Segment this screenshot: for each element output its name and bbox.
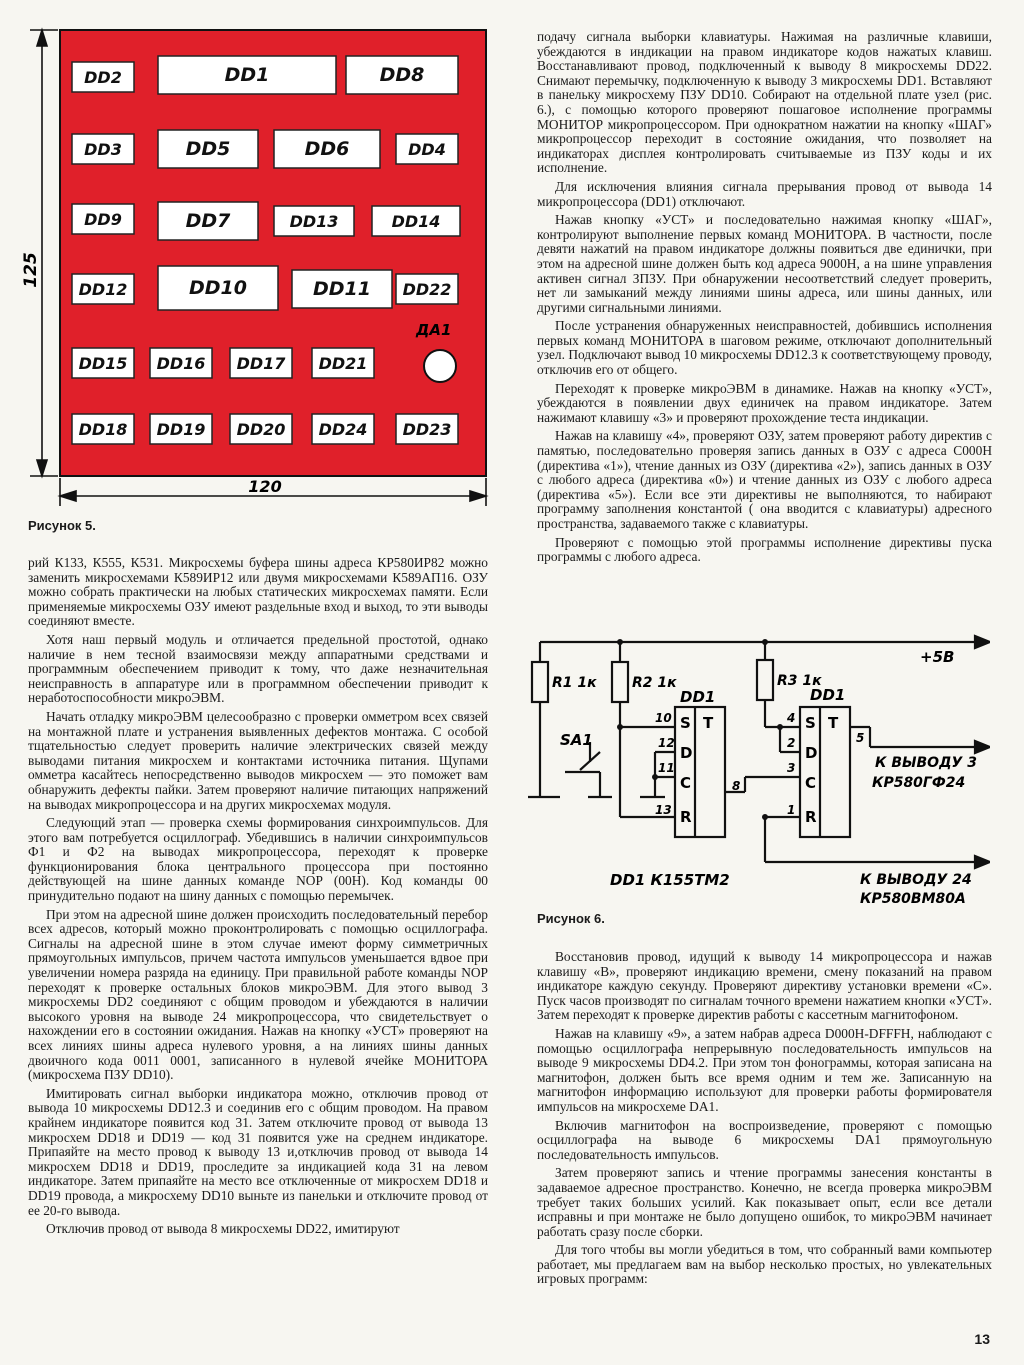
- chip-label-dd10: DD10: [189, 277, 247, 299]
- paragraph: Хотя наш первый модуль и отличается предельной простотой, однако наличие в нем тесной взаимосвязи между аппаратными средствами и программным обеспечением приводит к тому, что даже незначительная неисправность в аппаратуре или в программном обеспечении приводит к неработоспособности микроЭВМ.: [28, 631, 488, 706]
- paragraph: Проверяют с помощью этой программы исполнение директивы пуска программы с любого адреса.: [537, 534, 992, 565]
- chip-type-note: DD1 К155ТМ2: [610, 871, 730, 889]
- chip-label-dd4: DD4: [408, 140, 446, 159]
- chip-a-label: DD1: [680, 688, 716, 706]
- da1-component: [424, 350, 456, 382]
- paragraph: Включив магнитофон на воспроизведение, проверяют с помощью осциллографа на выводе 6 микросхемы DA1 прямоугольную последовательность импульсов.: [537, 1117, 992, 1162]
- chip-b-pin-d: 2: [787, 736, 796, 750]
- paragraph: Затем проверяют запись и чтение программы занесения константы в задаваемое адресное пространство. Конечно, не всегда проверка микроЭВМ требует таких больших усилий. Как показывает опыт, если все детали исправны и при монтаже не было допущено ошибок, то микроЭВМ начинает работать сразу после сборки.: [537, 1165, 992, 1239]
- chip-a-pin-out: 8: [732, 779, 741, 793]
- chip-label-dd8: DD8: [379, 64, 425, 86]
- board: [60, 30, 486, 476]
- chip-a-letter-d: D: [680, 744, 693, 762]
- chip-b-letter-t: T: [828, 714, 839, 732]
- chip-label-dd14: DD14: [391, 212, 441, 231]
- output2-line2: КР580ВМ80А: [860, 891, 966, 907]
- chip-a-pin-r: 13: [655, 803, 672, 817]
- paragraph: Имитировать сигнал выборки индикатора можно, отключив провод от вывода 10 микросхемы DD12.3 и соединив его с общим проводом. На правом крайнем индикаторе появится код 31. Затем отключите провод от вывода 13 микросхем DD18 и DD19 — код 31 появится уже на среднем индикаторе. Припаяйте на место провод к выводу 13 и,отключив провод от вывода 14 микросхем DD18 и DD19, проследите за индикацией кода 31 на левом индикаторе. Затем припаяйте на место все отключенные от микросхем DD18 и DD19 провода, а микросхему DD10 выньте из панельки и отключите провод от ее 20-го вывода.: [28, 1085, 488, 1218]
- paragraph: Для исключения влияния сигнала прерывания провод от вывода 14 микропроцессора (DD1) отключают.: [537, 178, 992, 209]
- right-column-text-top: [537, 30, 992, 569]
- chip-label-dd12: DD12: [78, 280, 128, 299]
- left-column-text: [28, 556, 488, 1241]
- page-number: 13: [974, 1331, 990, 1347]
- chip-b-pin-s: 4: [787, 711, 796, 725]
- chip-label-dd19: DD19: [156, 420, 206, 439]
- chip-label-dd23: DD23: [402, 420, 452, 439]
- paragraph: Нажав на клавишу «4», проверяют ОЗУ, затем проверяют работу директив с памятью, последовательно проверяя запись данных в ОЗУ с адреса С000Н (директива «1»), чтение данных из ОЗУ (директива «2»), запись данных в ОЗУ с любого адреса (директива «0») и чтение данных из ОЗУ с любого адреса (директива «5»). Если все эти директивы не выполняются, то набирают программу заполнения константой ( она вводится с клавиатуры) адресного пространства, задаваемого также с клавиатуры.: [537, 428, 992, 531]
- chip-label-dd22: DD22: [402, 280, 452, 299]
- chip-label-dd24: DD24: [318, 420, 368, 439]
- chip-b-letter-c: C: [805, 774, 817, 792]
- chip-b-pin-c: 3: [787, 761, 796, 775]
- chip-label-dd1: DD1: [224, 64, 270, 86]
- paragraph: При этом на адресной шине должен происходить последовательный перебор всех адресов, который можно проконтролировать с помощью осциллографа. Сигналы на адресной шине в этом случае имеют форму симметричных прямоугольных импульсов, причем частота импульсов уменьшается вдвое при увеличении номера разряда на единицу. При правильной работе команды NOP переходят к проверке остальных блоков микроЭВМ. Для этого вывод 3 микросхемы DD2 соединяют с общим проводом и убеждаются в наличии высокого уровня на выводе 24 микропроцессора, что свидетельствует о нахождении его в состоянии ожидания. Нажав на кнопку «УСТ» проверяют на всех линиях шины адреса нулевого уровня, а на линиях шины данных двоичного кода 0011 0001, записанного в нулевой ячейке МОНИТОРА (микросхема ПЗУ DD10).: [28, 906, 488, 1083]
- paragraph: Восстановив провод, идущий к выводу 14 микропроцессора и нажав клавишу «В», проверяют индикацию времени, смену показаний на правом индикаторе каждую секунду. Проверяют директиву установки времени «С». Пуск часов производят по сигналам точного времени нажатием кнопки «УСТ». Затем переходят к проверке директив работы с кассетным магнитофоном.: [537, 949, 992, 1023]
- chip-label-dd7: DD7: [185, 210, 231, 232]
- figure-6-caption: Рисунок 6.: [537, 911, 605, 926]
- chip-label-dd6: DD6: [304, 138, 350, 160]
- chip-label-dd16: DD16: [156, 354, 206, 373]
- output1-line2: КР580ГФ24: [872, 775, 966, 791]
- figure-5-caption: Рисунок 5.: [28, 518, 96, 533]
- chip-b-label: DD1: [810, 686, 846, 704]
- chip-a-pin-d: 12: [658, 736, 675, 750]
- chip-a-pin-s: 10: [655, 711, 672, 725]
- chip-label-dd2: DD2: [84, 68, 122, 87]
- chip-a-letter-t: T: [703, 714, 714, 732]
- paragraph: рий К133, К555, К531. Микросхемы буфера шины адреса КР580ИР82 можно заменить микросхемами К589ИР12 или двумя микросхемами К589АП16. ОЗУ можно собрать практически на любых статических микросхемах памяти. Если применяемые микросхемы ОЗУ имеют раздельные вход и выход, то эти выводы соединяют вместе.: [28, 555, 488, 629]
- figure-5-board-layout: [20, 22, 500, 514]
- resistor-r2-label: R2 1к: [632, 675, 677, 691]
- chip-label-dd13: DD13: [289, 212, 339, 231]
- chip-b-pin-out: 5: [856, 731, 865, 745]
- chip-b-letter-r: R: [805, 808, 817, 826]
- chip-label-dd5: DD5: [185, 138, 231, 160]
- chip-label-dd21: DD21: [318, 354, 368, 373]
- switch-label: SA1: [560, 731, 593, 749]
- chip-b-letter-d: D: [805, 744, 818, 762]
- chip-label-dd20: DD20: [236, 420, 286, 439]
- width-dimension-label: 120: [248, 477, 282, 496]
- chip-b-pin-r: 1: [787, 803, 796, 817]
- chip-a-letter-s: S: [680, 714, 691, 732]
- paragraph: Для того чтобы вы могли убедиться в том, что собранный вами компьютер работает, мы предлагаем вам на выбор несколько простых, но увлекательных игровых программ:: [537, 1242, 992, 1287]
- paragraph: После устранения обнаруженных неисправностей, добившись исполнения первых команд МОНИТОРА в шаговом режиме, отключают дополнительный узел. Подключают вывод 10 микросхемы DD12.3 к соответствующему проводу, отключив его от общего.: [537, 318, 992, 378]
- resistor-r3-label: R3 1к: [777, 673, 822, 689]
- chip-b-letter-s: S: [805, 714, 816, 732]
- chip-label-dd18: DD18: [78, 420, 128, 439]
- chip-a-pin-c: 11: [658, 761, 675, 775]
- supply-label: +5В: [920, 648, 955, 666]
- chip-label-dd15: DD15: [78, 354, 128, 373]
- output1-line1: К ВЫВОДУ 3: [875, 755, 977, 771]
- da1-label: ДА1: [416, 321, 452, 339]
- paragraph: Отключив провод от вывода 8 микросхемы DD22, имитируют: [46, 1221, 400, 1237]
- output2-line1: К ВЫВОДУ 24: [860, 872, 972, 888]
- chip-label-dd3: DD3: [84, 140, 122, 159]
- chip-label-dd11: DD11: [313, 278, 371, 300]
- figure-6-schematic: [520, 622, 990, 912]
- paragraph: Нажав на клавишу «9», а затем набрав адреса D000H-DFFFH, наблюдают с помощью осциллографа непрерывную последовательность импульсов на выводе 9 микросхемы DD4.2. При этом тон фонограммы, которая записана на магнитофон, должен быть все время одним и тем же. Записанную на магнитофон информацию используют для проверки работы формирователя импульсов на микросхеме DA1.: [537, 1025, 992, 1114]
- chip-label-dd17: DD17: [236, 354, 286, 373]
- paragraph: подачу сигнала выборки клавиатуры. Нажимая на различные клавиши, убеждаются в индикации на правом индикаторе кодов нажатых клавиш. Восстанавливают провод, подключенный к выводу 8 микросхемы DD22. Снимают перемычку, подключенную к выводу 3 микросхемы DD1. Вставляют в панельку микросхему ПЗУ DD10. Собирают на отдельной плате узел (рис. 6.), с помощью которого проверяют пошаговое исполнение программы МОНИТОР микропроцессором. При однократном нажатии на кнопку «ШАГ» микропроцессор переходит в состояние ожидания, что позволяет на индикаторах дисплея контролировать считываемые из ПЗУ коды и их исполнение.: [537, 29, 992, 176]
- height-dimension-label: 125: [21, 252, 41, 288]
- paragraph: Начать отладку микроЭВМ целесообразно с проверки омметром всех связей на монтажной плате и устранения выявленных дефектов монтажа. С особой тщательностью следует проверить наличие электрических связей между выводами питания микросхем и контактами источника питания. Щупами омметра касайтесь непосредственно выводов микросхем — это поможет вам обнаружить дефекты пайки. Затем проверяют наличие питающих напряжений на выводах микропроцессора и на других микросхемах модуля.: [28, 708, 488, 812]
- chip-a-letter-c: C: [680, 774, 692, 792]
- paragraph: Нажав кнопку «УСТ» и последовательно нажимая кнопку «ШАГ», контролируют выполнение первых команд МОНИТОРА. В частности, после девяти нажатий на правом индикаторе должны появиться две единички, при этом на адресной шине должен быть код адреса 9000H, а на шине управления активен сигнал ЗПЗУ. При обнаружении несоответствий следует проверить, нет ли замыканий между линиями шины адреса, или шины данных, или другими сигнальными линиями.: [537, 212, 992, 315]
- paragraph: Переходят к проверке микроЭВМ в динамике. Нажав на кнопку «УСТ», убеждаются в появлении двух единичек на правом индикаторе. Затем нажимают клавишу «3» и проверяют прохождение теста индикации.: [537, 380, 992, 425]
- chip-label-dd9: DD9: [84, 210, 122, 229]
- paragraph: Следующий этап — проверка схемы формирования синхроимпульсов. Для этого вам потребуется осциллограф. Убедившись в наличии синхроимпульсов Ф1 и Ф2 на выводах микропроцессора, переходят к проверке функционирования блока центрального процессора при постоянно действующей на шине данных команде NOP (00H). Код команды 00 принудительно подают на шину данных с помощью перемычек.: [28, 815, 488, 904]
- resistor-r1-label: R1 1к: [552, 675, 597, 691]
- chip-a-letter-r: R: [680, 808, 692, 826]
- right-column-text-bottom: [537, 950, 992, 1291]
